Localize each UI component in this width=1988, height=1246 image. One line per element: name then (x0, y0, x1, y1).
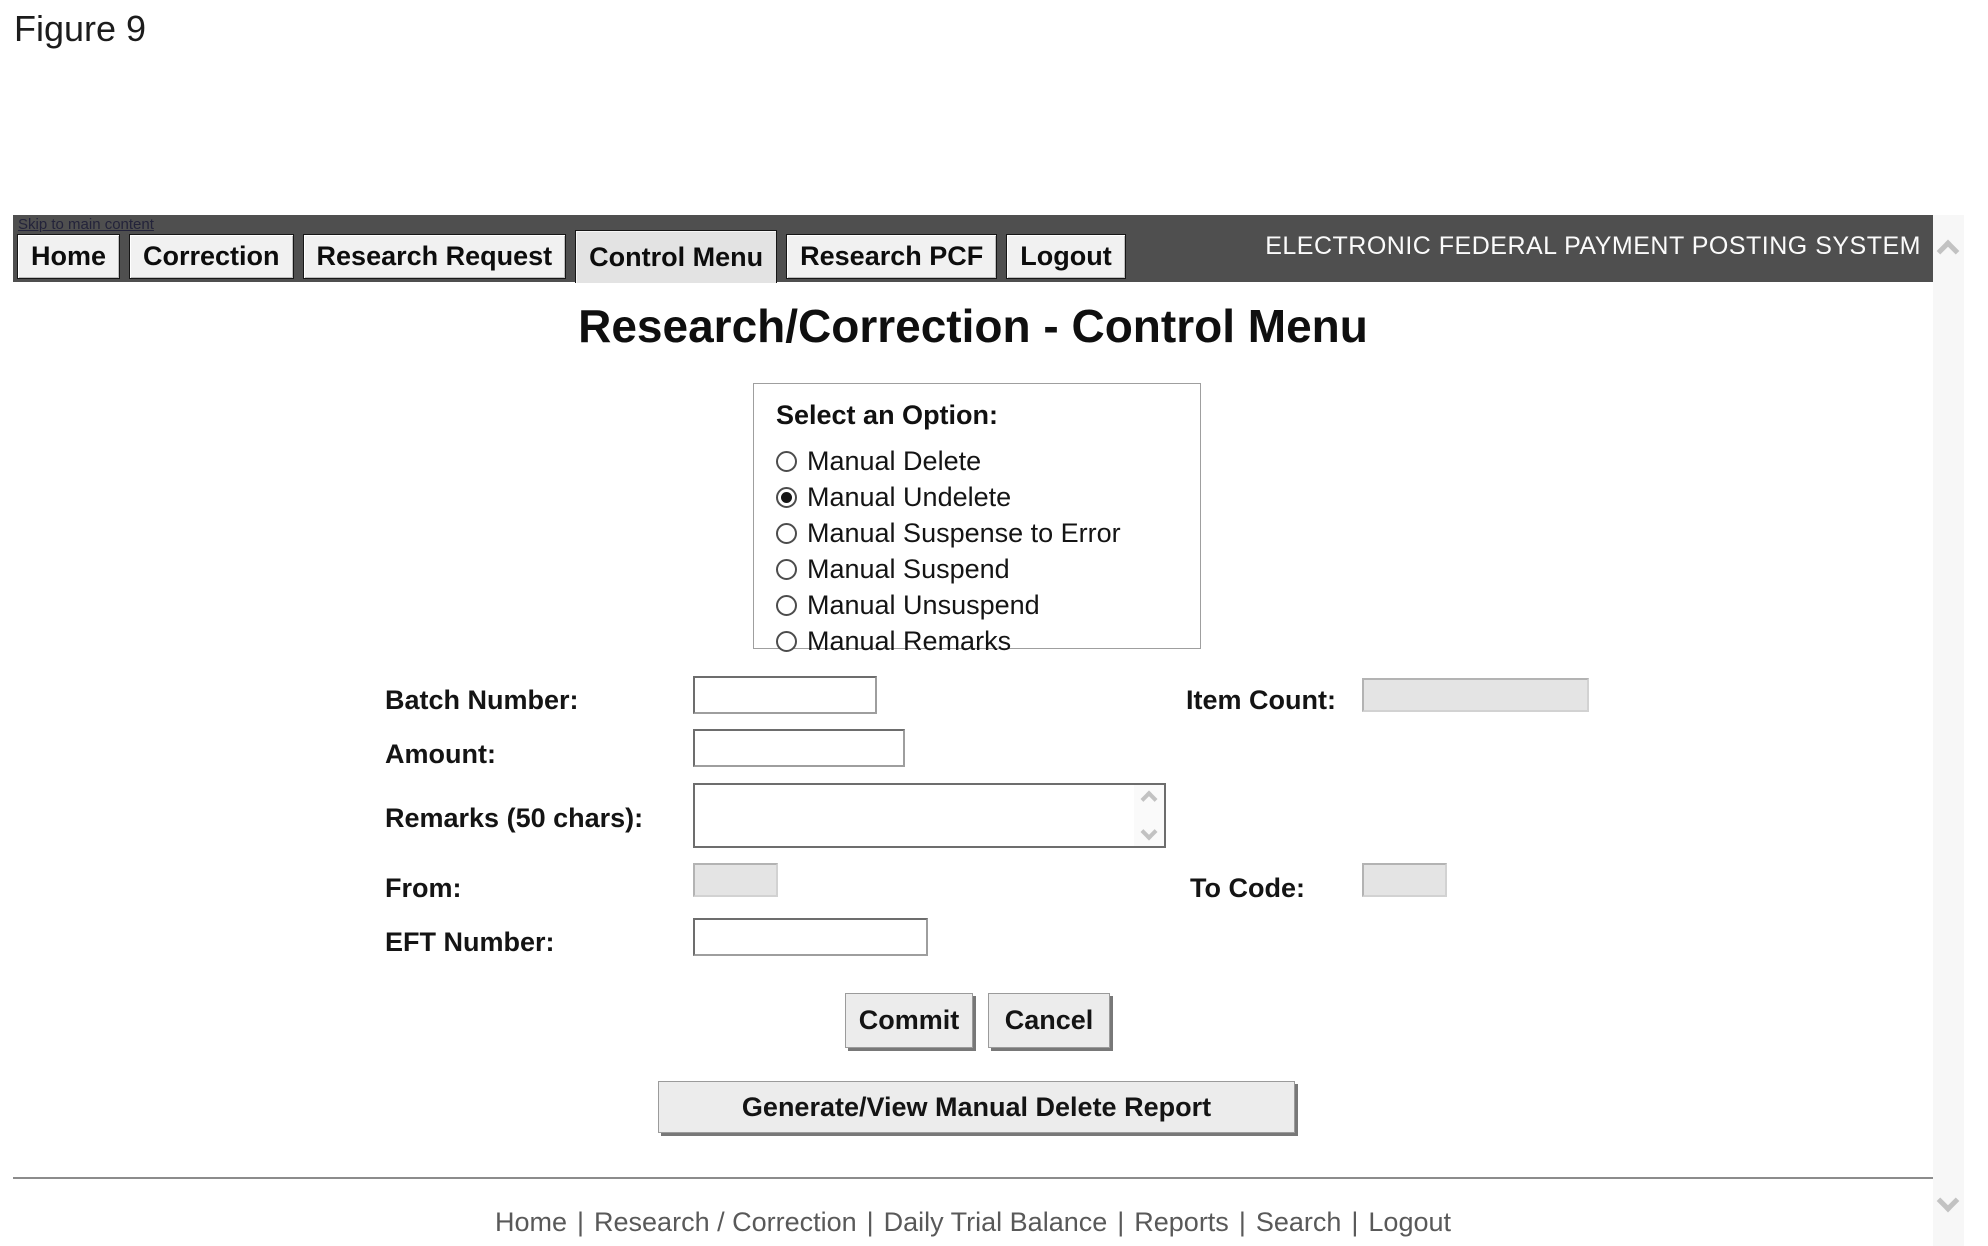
item-count-label: Item Count: (1186, 685, 1336, 715)
option-label: Manual Delete (807, 445, 982, 476)
radio-manual-delete[interactable] (776, 451, 797, 472)
radio-manual-remarks[interactable] (776, 631, 797, 652)
nav-tabs (17, 230, 1126, 279)
app-window (13, 215, 1933, 1246)
skip-to-content-link[interactable]: Skip to main content (18, 216, 154, 233)
option-manual-suspend[interactable] (776, 551, 1178, 587)
option-label: Manual Unsuspend (807, 589, 1040, 620)
option-group-legend: Select an Option: (776, 400, 999, 430)
option-label: Manual Suspense to Error (807, 517, 1121, 548)
footer-link-home[interactable]: Home (494, 1207, 568, 1237)
tab-research-request[interactable]: Research Request (303, 234, 567, 279)
radio-manual-suspense-to-error[interactable] (776, 523, 797, 544)
remarks-scrollbar[interactable] (1134, 785, 1164, 846)
footer-link-research-correction[interactable]: Research / Correction (594, 1207, 857, 1237)
footer-separator: | (866, 1207, 874, 1237)
remarks-label: Remarks (50 chars): (385, 803, 644, 833)
footer-links (13, 1207, 1933, 1238)
batch-number-input[interactable] (693, 676, 877, 714)
top-navbar (13, 215, 1933, 282)
scrollbar-down-icon[interactable] (1937, 1190, 1960, 1213)
scroll-down-icon[interactable] (1141, 824, 1158, 841)
footer-divider (13, 1177, 1933, 1179)
item-count-input (1362, 678, 1589, 712)
option-manual-suspense-to-error[interactable] (776, 515, 1178, 551)
scrollbar-up-icon[interactable] (1937, 240, 1960, 263)
footer-separator: | (1238, 1207, 1246, 1237)
vertical-scrollbar[interactable] (1933, 215, 1964, 1246)
from-input (693, 863, 778, 897)
tab-logout[interactable]: Logout (1006, 234, 1125, 279)
commit-button[interactable]: Commit (845, 993, 973, 1048)
footer-separator: | (577, 1207, 585, 1237)
scroll-up-icon[interactable] (1141, 791, 1158, 808)
system-title: ELECTRONIC FEDERAL PAYMENT POSTING SYSTEM (1265, 232, 1921, 260)
eft-number-label: EFT Number: (385, 927, 555, 957)
option-manual-delete[interactable] (776, 443, 1178, 479)
remarks-textarea[interactable] (695, 785, 1134, 846)
footer-separator: | (1117, 1207, 1125, 1237)
page-title: Research/Correction - Control Menu (578, 300, 1368, 352)
tab-research-pcf[interactable]: Research PCF (786, 234, 997, 279)
cancel-button[interactable]: Cancel (988, 993, 1110, 1048)
tab-home[interactable]: Home (17, 234, 120, 279)
footer-link-reports[interactable]: Reports (1134, 1207, 1229, 1237)
generate-report-button[interactable]: Generate/View Manual Delete Report (658, 1081, 1295, 1133)
radio-manual-suspend[interactable] (776, 559, 797, 580)
radio-manual-unsuspend[interactable] (776, 595, 797, 616)
tab-control-menu[interactable]: Control Menu (575, 230, 777, 283)
option-label: Manual Remarks (807, 625, 1012, 656)
option-label: Manual Suspend (807, 553, 1010, 584)
option-label: Manual Undelete (807, 481, 1012, 512)
footer-link-search[interactable]: Search (1255, 1207, 1342, 1237)
radio-manual-undelete[interactable] (776, 487, 797, 508)
option-manual-undelete[interactable] (776, 479, 1178, 515)
select-option-group (753, 383, 1201, 656)
to-code-label: To Code: (1190, 873, 1305, 903)
option-manual-remarks[interactable] (776, 623, 1178, 659)
to-code-input (1362, 863, 1447, 897)
figure-caption: Figure 9 (14, 8, 147, 49)
eft-number-input[interactable] (693, 918, 928, 956)
tab-correction[interactable]: Correction (129, 234, 294, 279)
remarks-field (693, 783, 1166, 848)
footer-link-daily-trial-balance[interactable]: Daily Trial Balance (883, 1207, 1108, 1237)
option-manual-unsuspend[interactable] (776, 587, 1178, 623)
footer-link-logout[interactable]: Logout (1368, 1207, 1451, 1237)
batch-number-label: Batch Number: (385, 685, 579, 715)
footer-separator: | (1351, 1207, 1359, 1237)
amount-input[interactable] (693, 729, 905, 767)
from-label: From: (385, 873, 462, 903)
amount-label: Amount: (385, 739, 496, 769)
